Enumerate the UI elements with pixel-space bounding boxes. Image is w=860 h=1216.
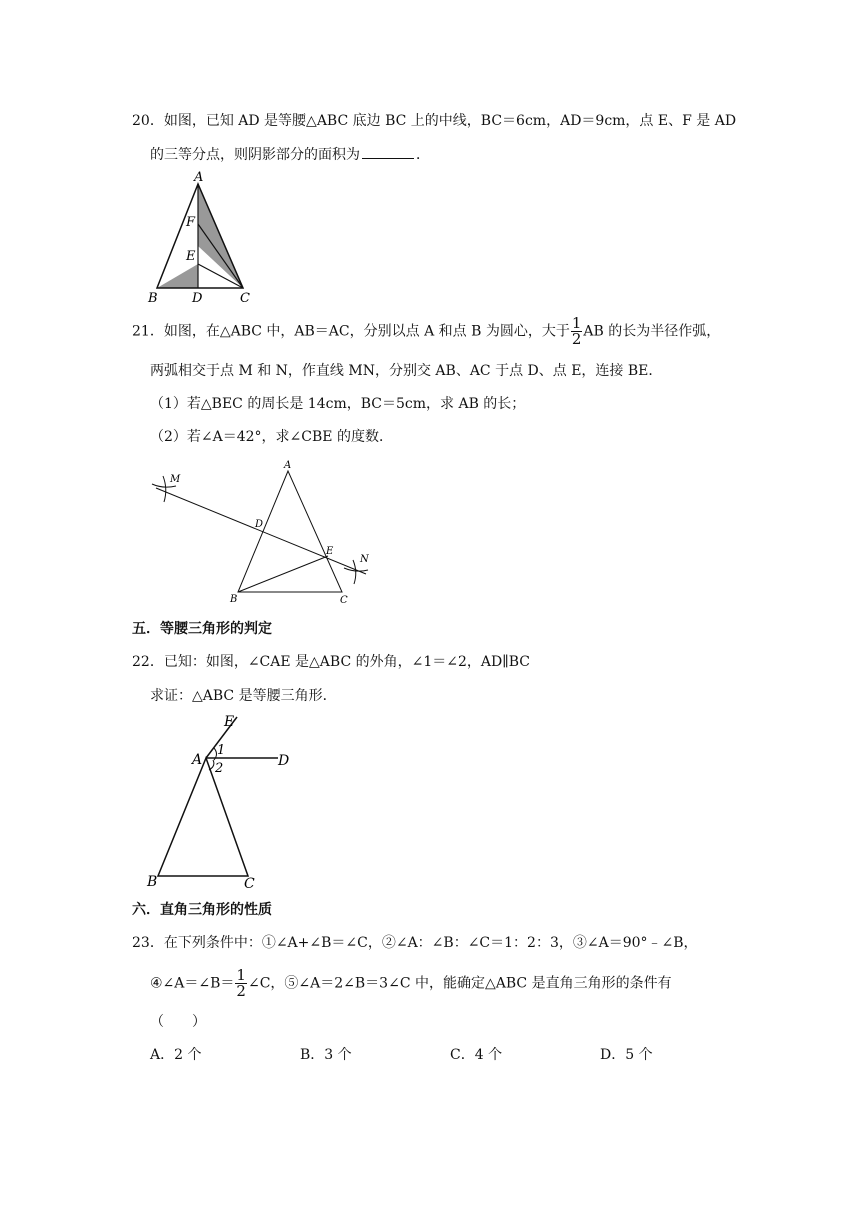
shaded-region-lower — [157, 264, 198, 288]
segment-be — [238, 556, 328, 592]
section-heading-6: 六．直角三角形的性质 — [132, 902, 272, 918]
label-c: C — [240, 291, 250, 306]
q21-line1 — [132, 316, 720, 347]
q22-figure — [142, 710, 302, 895]
label-a: A — [194, 170, 204, 185]
fraction-half: $\frac{1}{2}$ — [236, 966, 246, 1000]
q22-line2: 求证：△ABC 是等腰三角形． — [150, 688, 337, 704]
arc-m1 — [163, 476, 166, 502]
q23-line2 — [150, 968, 672, 999]
label-f: F — [186, 215, 196, 230]
label-d: D — [278, 753, 290, 769]
label-b: B — [148, 291, 158, 306]
q23-line2-end: ∠C，⑤∠A＝2∠B＝3∠C 中，能确定△ABC 是直角三角形的条件有 — [247, 975, 672, 992]
fraction-half: $\frac{1}{2}$ — [571, 314, 582, 348]
option-c[interactable]: C．4 个 — [450, 1047, 503, 1063]
label-e: E — [224, 714, 235, 730]
q20-line1: 20．如图，已知 AD 是等腰△ABC 底边 BC 上的中线，BC＝6cm，AD＝9cm，点 E、F 是 AD — [132, 113, 737, 129]
q21-line2: 两弧相交于点 M 和 N，作直线 MN，分别交 AB、AC 于点 D、点 E，连接 BE． — [150, 363, 663, 379]
q20-line2-text: 的三等分点，则阴影部分的面积为 — [150, 147, 360, 163]
q23-line1: 23．在下列条件中：①∠A+∠B＝∠C，②∠A：∠B：∠C＝1：2：3，③∠A＝90°﹣∠B， — [132, 935, 698, 951]
label-e: E — [326, 546, 334, 557]
label-c: C — [244, 876, 255, 892]
q21-figure — [148, 456, 378, 606]
label-c: C — [340, 595, 348, 606]
label-d: D — [192, 291, 203, 306]
option-a[interactable]: A．2 个 — [150, 1047, 202, 1063]
label-angle-1: 1 — [217, 743, 226, 758]
answer-blank — [362, 144, 414, 159]
label-d: D — [255, 519, 264, 530]
q22-line1: 22．已知：如图，∠CAE 是△ABC 的外角，∠1＝∠2，AD∥BC — [132, 654, 530, 670]
q21-sub2: （2）若∠A＝42°，求∠CBE 的度数． — [150, 429, 393, 445]
answer-parentheses: （ ） — [150, 1014, 206, 1030]
option-d[interactable]: D．5 个 — [600, 1047, 653, 1063]
label-angle-2: 2 — [215, 761, 224, 776]
q23-line2-text: ④∠A＝∠B＝ — [150, 975, 235, 992]
section-heading-5: 五．等腰三角形的判定 — [132, 621, 272, 637]
q21-line1-end: AB 的长为半径作弧， — [583, 323, 721, 340]
q21-sub1: （1）若△BEC 的周长是 14cm，BC＝5cm，求 AB 的长； — [150, 396, 526, 412]
q21-line1-text: 21．如图，在△ABC 中，AB＝AC，分别以点 A 和点 B 为圆心，大于 — [132, 323, 570, 340]
label-a: A — [192, 752, 203, 768]
q20-line2-end: ． — [416, 147, 430, 163]
label-a: A — [284, 460, 292, 471]
label-m: M — [170, 474, 181, 485]
label-n: N — [360, 554, 369, 565]
label-b: B — [230, 594, 238, 605]
segment-fc — [198, 224, 243, 288]
q23-options — [150, 1044, 750, 1066]
arc-n1 — [353, 560, 356, 584]
triangle-abc — [238, 471, 342, 592]
q20-line2 — [150, 144, 430, 166]
option-b[interactable]: B．3 个 — [300, 1047, 352, 1063]
label-b: B — [147, 874, 158, 890]
triangle-abc — [158, 758, 248, 876]
label-e: E — [186, 249, 196, 264]
q20-figure — [140, 168, 260, 308]
line-mn — [156, 488, 366, 574]
